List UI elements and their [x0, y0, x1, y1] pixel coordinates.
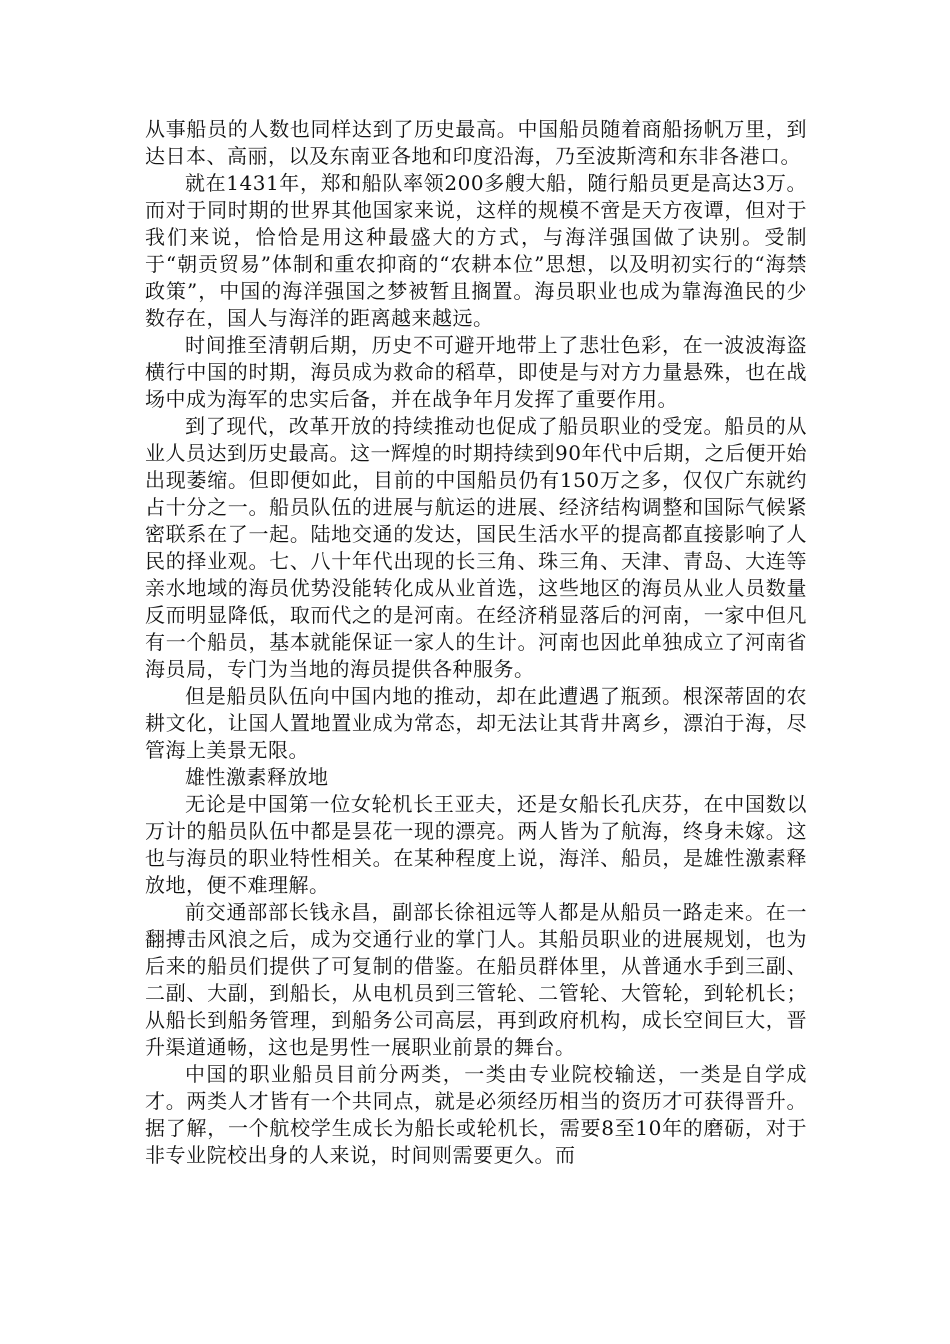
paragraph: 就在1431年，郑和船队率领200多艘大船，随行船员更是高达3万。而对于同时期的世界其他国家来说，这样的规模不啻是天方夜谭，但对于我们来说，恰恰是用这种最盛大的方式，与海洋强国做了诀别。受制于“朝贡贸易”体制和重农抑商的“农耕本位”思想，以及明初实行的“海禁政策”，中国的海洋强国之梦被暂且搁置。海员职业也成为靠海渔民的少数存在，国人与海洋的距离越来越远。 [145, 171, 807, 330]
paragraph: 前交通部部长钱永昌，副部长徐祖远等人都是从船员一路走来。在一翻搏击风浪之后，成为交通行业的掌门人。其船员职业的进展规划，也为后来的船员们提供了可复制的借鉴。在船员群体里，从普通水手到三副、二副、大副，到船长，从电机员到三管轮、二管轮、大管轮，到轮机长；从船长到船务管理，到船务公司高层，再到政府机构，成长空间巨大，晋升渠道通畅，这也是男性一展职业前景的舞台。 [145, 900, 807, 1059]
paragraph: 中国的职业船员目前分两类，一类由专业院校输送，一类是自学成才。两类人才皆有一个共同点，就是必须经历相当的资历才可获得晋升。据了解，一个航校学生成长为船长或轮机长，需要8至10年的磨砺，对于非专业院校出身的人来说，时间则需要更久。而 [145, 1062, 807, 1167]
paragraph: 无论是中国第一位女轮机长王亚夫，还是女船长孔庆芬，在中国数以万计的船员队伍中都是昙花一现的漂亮。两人皆为了航海，终身未嫁。这也与海员的职业特性相关。在某种程度上说，海洋、船员，是雄性激素释放地，便不难理解。 [145, 792, 807, 897]
paragraph: 从事船员的人数也同样达到了历史最高。中国船员随着商船扬帆万里，到达日本、高丽，以及东南亚各地和印度沿海，乃至波斯湾和东非各港口。 [145, 117, 807, 168]
paragraph: 到了现代，改革开放的持续推动也促成了船员职业的受宠。船员的从业人员达到历史最高。这一辉煌的时期持续到90年代中后期，之后便开始出现萎缩。但即便如此，目前的中国船员仍有150万之多，仅仅广东就约占十分之一。船员队伍的进展与航运的进展、经济结构调整和国际气候紧密联系在了一起。陆地交通的发达，国民生活水平的提高都直接影响了人民的择业观。七、八十年代出现的长三角、珠三角、天津、青岛、大连等亲水地域的海员优势没能转化成从业首选，这些地区的海员从业人员数量反而明显降低，取而代之的是河南。在经济稍显落后的河南，一家中但凡有一个船员，基本就能保证一家人的生计。河南也因此单独成立了河南省海员局，专门为当地的海员提供各种服务。 [145, 414, 807, 681]
paragraph: 时间推至清朝后期，历史不可避开地带上了悲壮色彩，在一波波海盗横行中国的时期，海员成为救命的稻草，即使是与对方力量悬殊，也在战场中成为海军的忠实后备，并在战争年月发挥了重要作用。 [145, 333, 807, 411]
section-heading: 雄性激素释放地 [185, 765, 329, 789]
document-body [145, 116, 807, 1169]
paragraph: 但是船员队伍向中国内地的推动，却在此遭遇了瓶颈。根深蒂固的农耕文化，让国人置地置业成为常态，却无法让其背井离乡，漂泊于海，尽管海上美景无限。 [145, 684, 807, 762]
